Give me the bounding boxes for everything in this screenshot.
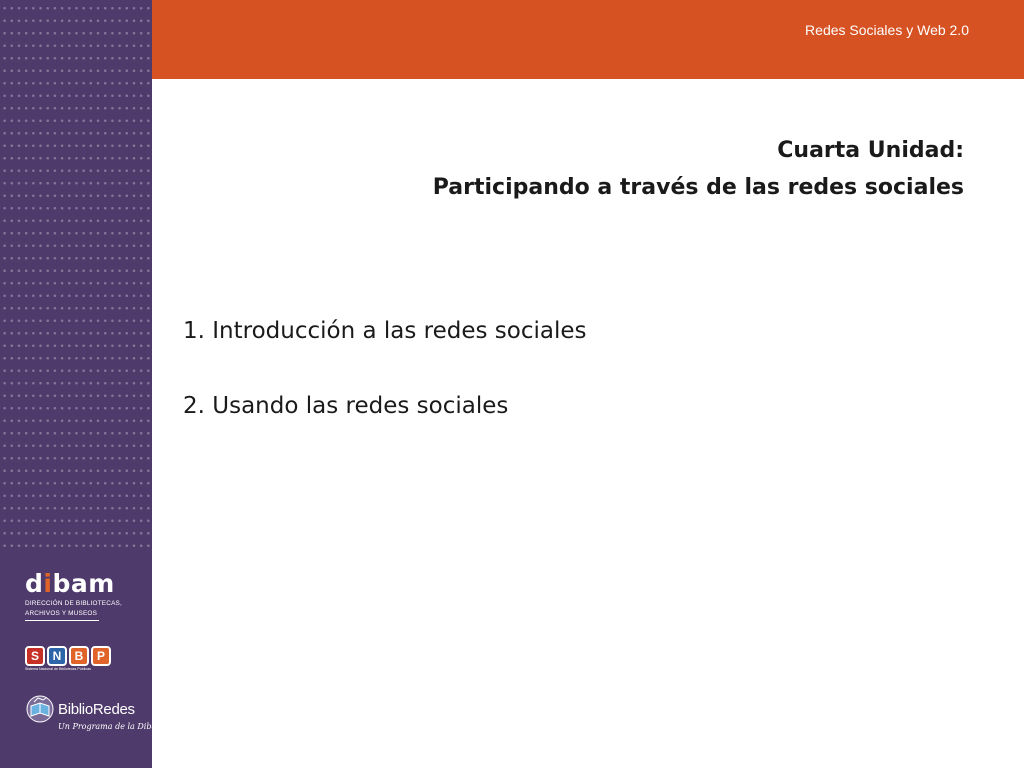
title-line-1: Cuarta Unidad: bbox=[777, 138, 964, 163]
snbp-letter: P bbox=[91, 646, 111, 666]
snbp-tagline: Sistema Nacional de Bibliotecas Públicas bbox=[25, 667, 91, 671]
agenda-list bbox=[183, 313, 587, 463]
biblioredes-wordmark: BiblioRedes bbox=[58, 700, 135, 718]
biblioredes-logo bbox=[25, 694, 164, 731]
dibam-subtitle-2: ARCHIVOS Y MUSEOS bbox=[25, 610, 98, 617]
header-bar bbox=[152, 0, 1024, 79]
book-globe-icon bbox=[25, 694, 55, 724]
biblioredes-tagline: Un Programa de la Dibam bbox=[58, 722, 164, 731]
title-line-2: Participando a través de las redes sociales bbox=[432, 175, 964, 200]
dibam-rule bbox=[25, 620, 99, 621]
snbp-letter: B bbox=[69, 646, 89, 666]
snbp-letters bbox=[25, 646, 135, 666]
dibam-logo bbox=[25, 570, 135, 621]
agenda-item: 2. Usando las redes sociales bbox=[183, 393, 509, 419]
snbp-letter: S bbox=[25, 646, 45, 666]
snbp-logo bbox=[25, 646, 135, 671]
snbp-letter: N bbox=[47, 646, 67, 666]
dibam-wordmark: dibam bbox=[25, 569, 115, 598]
agenda-item: 1. Introducción a las redes sociales bbox=[183, 318, 587, 344]
header-label: Redes Sociales y Web 2.0 bbox=[805, 22, 969, 38]
slide-title bbox=[433, 132, 964, 206]
dibam-subtitle-1: DIRECCIÓN DE BIBLIOTECAS, bbox=[25, 600, 122, 607]
